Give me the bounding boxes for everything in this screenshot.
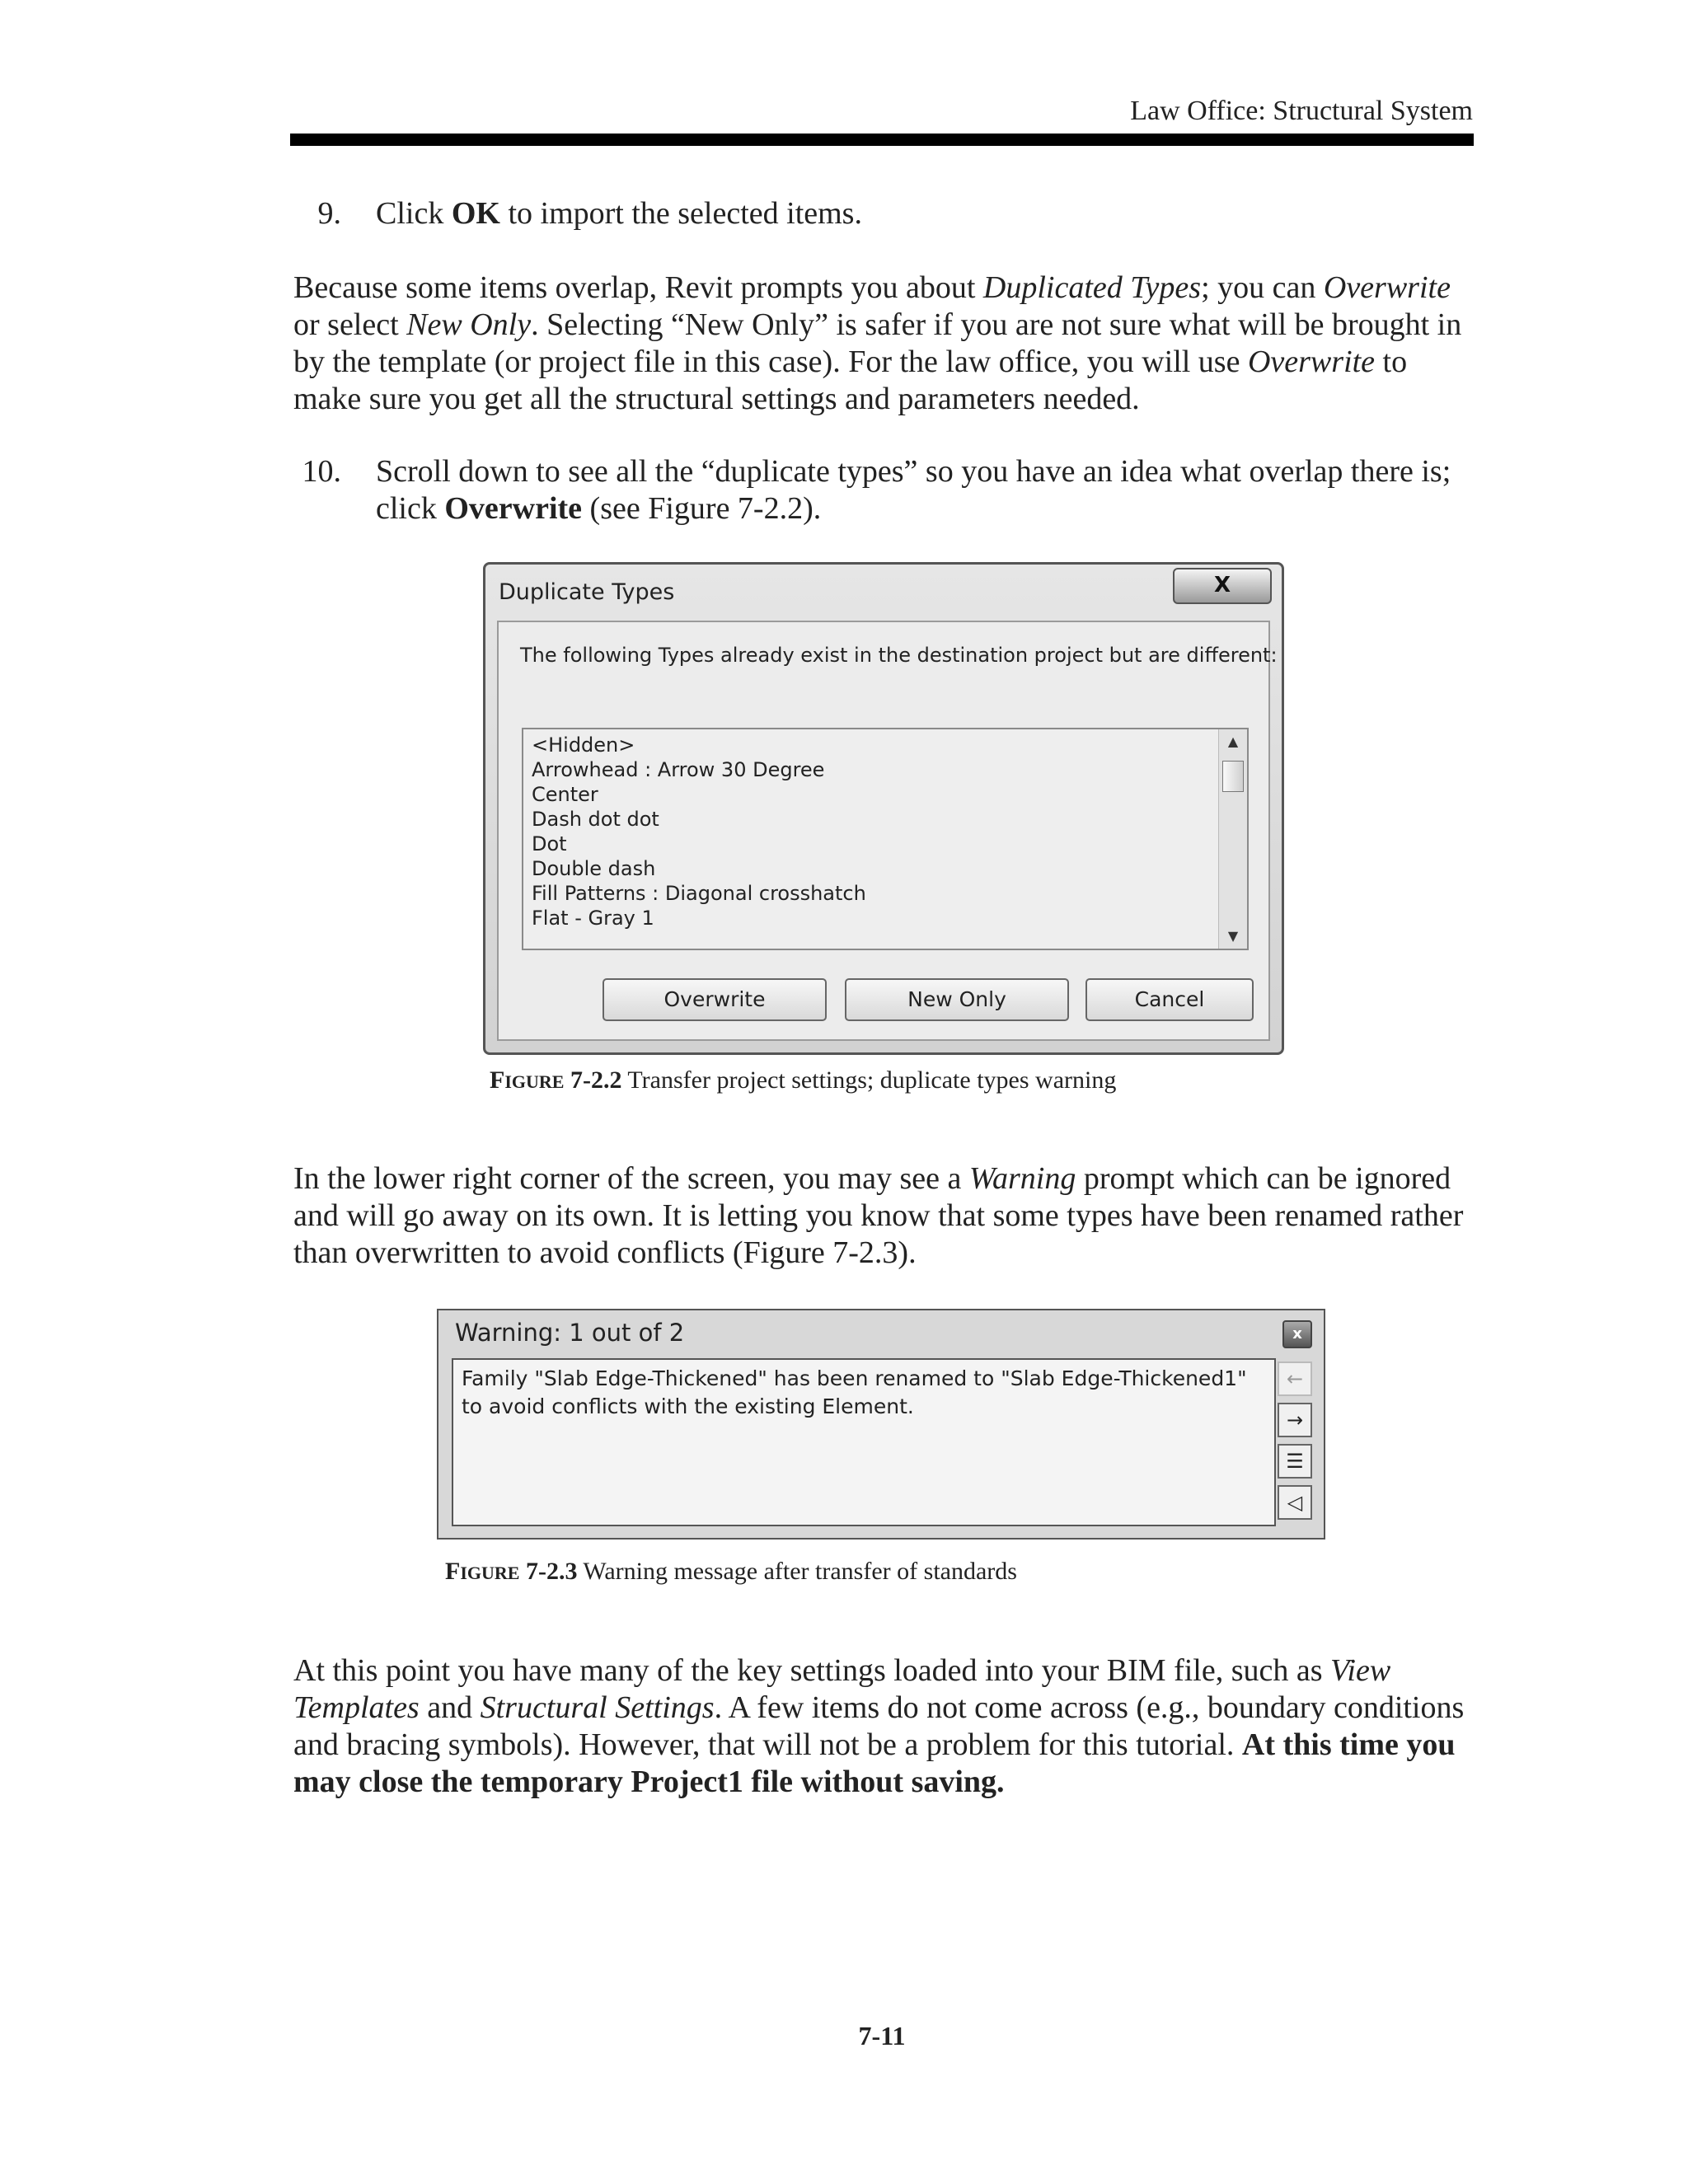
- step-9: [275, 195, 1479, 237]
- new-only-button[interactable]: New Only: [845, 978, 1069, 1021]
- text-run: . A few items do not come across (e.g., boundary conditions and bracing symbols). However, that will not be a problem for this tutorial.: [293, 1690, 1465, 1762]
- scroll-down-arrow-icon[interactable]: ▼: [1227, 928, 1239, 944]
- step-number: 10.: [302, 454, 341, 489]
- paragraph-duplicated-types: [293, 269, 1474, 418]
- figure-label-smallcaps: IGURE: [504, 1071, 565, 1092]
- page-number: 7-11: [858, 2021, 906, 2050]
- text-run: or select: [293, 307, 407, 342]
- close-icon[interactable]: x: [1282, 1320, 1312, 1348]
- italic-term: Overwrite: [1247, 344, 1376, 379]
- step-bold-term: OK: [451, 196, 500, 231]
- duplicate-types-dialog: [483, 562, 1284, 1055]
- dialog-title: Duplicate Types: [499, 579, 675, 605]
- figure-label: [445, 1558, 577, 1585]
- cancel-button[interactable]: Cancel: [1085, 978, 1254, 1021]
- running-header: Law Office: Structural System: [1130, 96, 1473, 126]
- list-item[interactable]: Fill Patterns : Diagonal crosshatch: [532, 882, 866, 905]
- duplicate-types-list[interactable]: [522, 728, 1249, 950]
- header-rule: [290, 134, 1474, 146]
- list-icon[interactable]: ☰: [1278, 1444, 1312, 1479]
- step-text-part: (see Figure 7-2.2).: [582, 491, 822, 526]
- paragraph-warning-prompt: [293, 1160, 1474, 1272]
- figure-number: 7-2.2: [564, 1066, 622, 1094]
- previous-arrow-icon[interactable]: ←: [1278, 1361, 1312, 1396]
- dialog-body: [497, 621, 1278, 1041]
- warning-body: [452, 1358, 1276, 1526]
- figure-label: [490, 1066, 621, 1094]
- italic-term: Duplicated Types: [982, 270, 1202, 305]
- step-10: [275, 453, 1479, 532]
- step-text: [376, 195, 1464, 232]
- dialog-message: The following Types already exist in the destination project but are different:: [520, 644, 1278, 667]
- list-item[interactable]: Dash dot dot: [532, 808, 659, 831]
- figure-label-initial: F: [445, 1558, 461, 1585]
- paragraph-key-settings: [293, 1652, 1474, 1801]
- list-item[interactable]: Flat - Gray 1: [532, 907, 654, 930]
- next-arrow-icon[interactable]: →: [1278, 1403, 1312, 1437]
- warning-message: Family "Slab Edge-Thickened" has been renamed to "Slab Edge-Thickened1" to avoid conflicts with the existing Element.: [462, 1366, 1247, 1418]
- vertical-scrollbar[interactable]: [1218, 729, 1247, 949]
- list-item[interactable]: Double dash: [532, 857, 656, 880]
- list-item[interactable]: <Hidden>: [532, 733, 635, 757]
- text-run: and: [419, 1690, 481, 1725]
- step-text: [376, 453, 1464, 527]
- speaker-icon[interactable]: ◁: [1278, 1485, 1312, 1520]
- italic-term: Warning: [968, 1161, 1076, 1196]
- text-run: Because some items overlap, Revit prompts you about: [293, 270, 983, 305]
- step-number: 9.: [317, 196, 341, 231]
- figure-caption-7-2-3: [445, 1558, 1017, 1586]
- overwrite-button[interactable]: Overwrite: [603, 978, 827, 1021]
- step-text-part: Click: [376, 196, 452, 231]
- close-icon[interactable]: X: [1173, 568, 1272, 604]
- step-text-part: Scroll down to see all the “duplicate types” so you have an idea what overlap there is; click: [376, 454, 1451, 526]
- warning-title: Warning: 1 out of 2: [455, 1319, 685, 1347]
- figure-caption-text: Warning message after transfer of standards: [577, 1558, 1017, 1585]
- step-text-part: to import the selected items.: [499, 196, 862, 231]
- figure-caption-text: Transfer project settings; duplicate types warning: [621, 1066, 1117, 1094]
- warning-panel: [437, 1309, 1325, 1540]
- figure-label-smallcaps: IGURE: [460, 1563, 520, 1583]
- scrollbar-thumb[interactable]: [1222, 761, 1244, 792]
- text-run: At this point you have many of the key settings loaded into your BIM file, such as: [293, 1653, 1331, 1688]
- text-run: . Selecting “New Only” is safer if you are not sure what will be brought in by the template (or project file in this case). For the law office, you will use: [293, 307, 1462, 379]
- warning-side-toolbar: [1278, 1361, 1312, 1526]
- bold-instruction: At this time you may close the temporary Project1 file without saving.: [293, 1727, 1456, 1799]
- text-run: ; you can: [1201, 270, 1324, 305]
- list-item[interactable]: Center: [532, 783, 598, 806]
- list-items: [532, 733, 866, 930]
- text-run: to make sure you get all the structural settings and parameters needed.: [293, 344, 1408, 416]
- figure-label-initial: F: [490, 1066, 505, 1094]
- italic-term: Overwrite: [1323, 270, 1451, 305]
- text-run: prompt which can be ignored and will go away on its own. It is letting you know that some types have been renamed rather than overwritten to avoid conflicts (Figure 7-2.3).: [293, 1161, 1464, 1270]
- figure-caption-7-2-2: [490, 1066, 1116, 1094]
- italic-term: Structural Settings: [480, 1690, 715, 1725]
- scroll-up-arrow-icon[interactable]: ▲: [1227, 733, 1239, 749]
- text-run: In the lower right corner of the screen, you may see a: [293, 1161, 969, 1196]
- step-bold-term: Overwrite: [444, 491, 583, 526]
- list-item[interactable]: Arrowhead : Arrow 30 Degree: [532, 758, 825, 781]
- italic-term: View Templates: [293, 1653, 1391, 1725]
- figure-number: 7-2.3: [519, 1558, 578, 1585]
- list-item[interactable]: Dot: [532, 832, 567, 855]
- italic-term: New Only: [406, 307, 532, 342]
